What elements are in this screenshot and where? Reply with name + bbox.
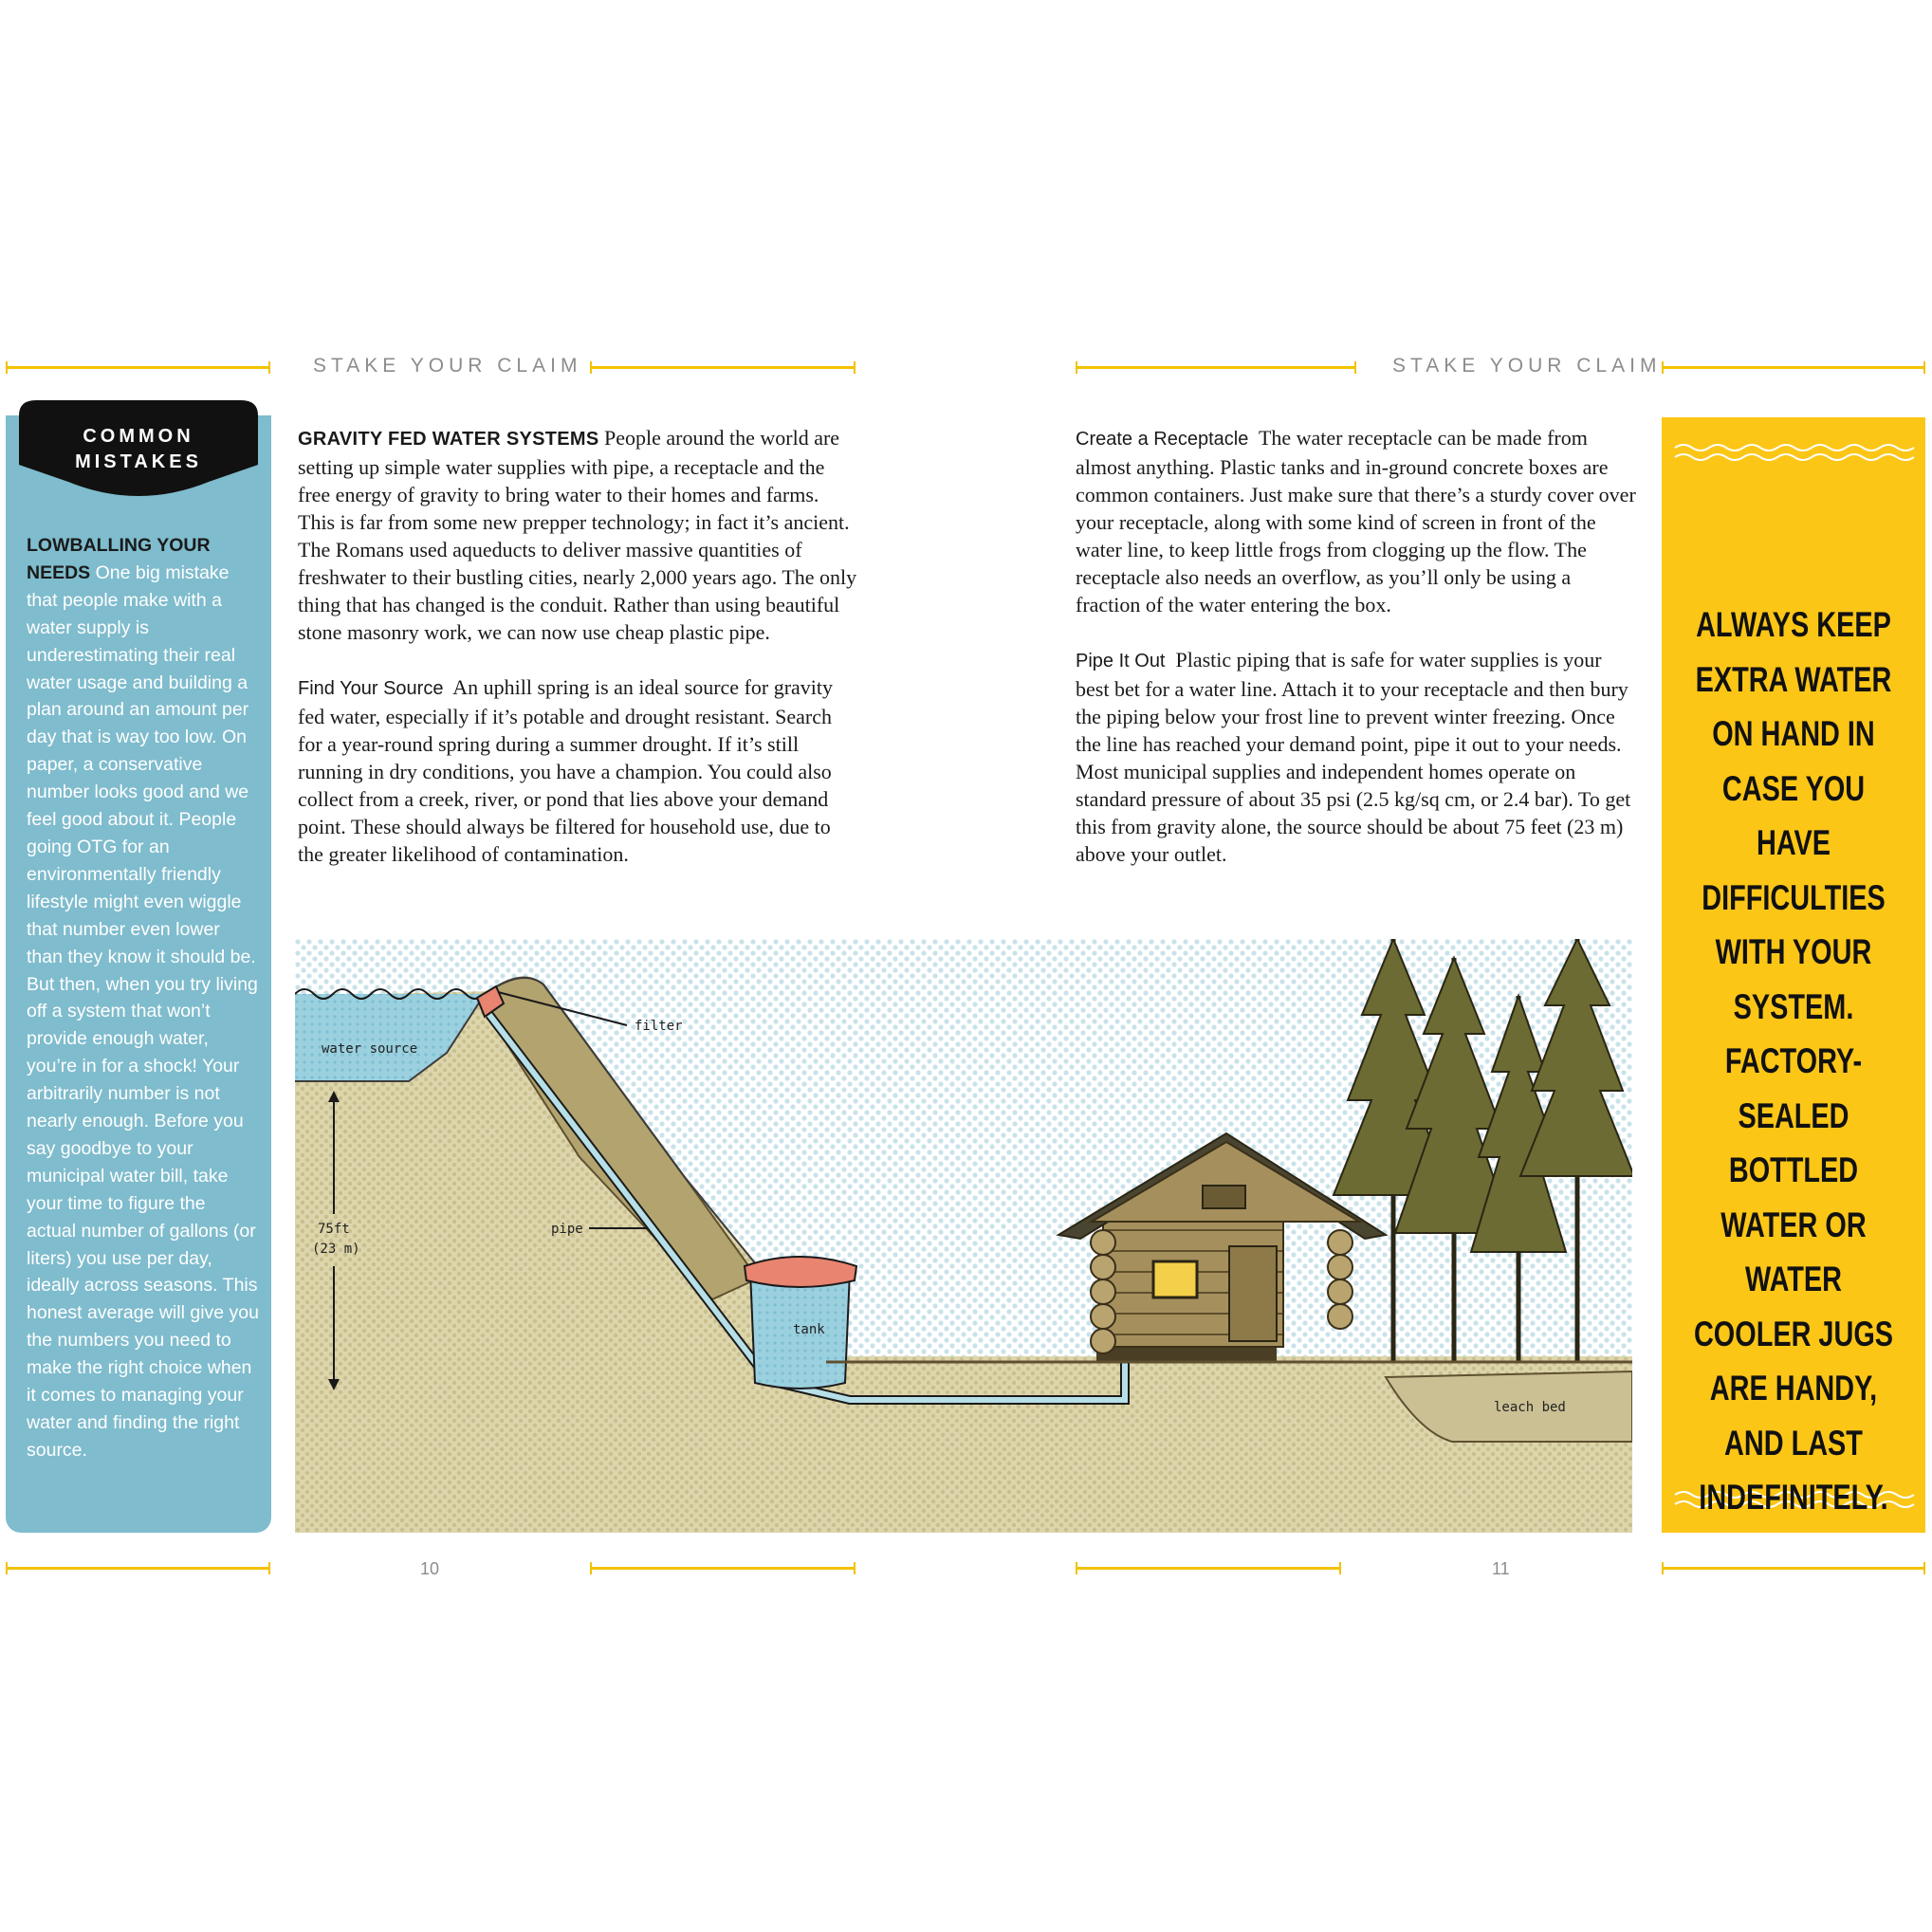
pipe-it-out-heading: Pipe It Out	[1076, 651, 1166, 672]
footer-rule-left-a	[6, 1567, 270, 1570]
sidebar-lead: LOWBALLING YOUR NEEDS	[27, 535, 211, 583]
callout-wave-top	[1662, 440, 1925, 469]
label-filter: filter	[635, 1019, 683, 1034]
callout-line: COOLER JUGS	[1693, 1314, 1894, 1353]
find-source-text: An uphill spring is an ideal source for gravity fed water, especially if it’s potable and drought resistant. Search for a year-round spring during a summer drought. If it’s still running in dry conditions, you have a champion. You could also collect from a creek, river, or pond that lies above your demand point. These should always be filtered for household use, due to the greater likelihood of contamination.	[298, 675, 834, 866]
find-source-heading: Find Your Source	[298, 678, 444, 699]
pipe-it-out-paragraph	[1076, 646, 1639, 868]
header-rule-left-a	[6, 366, 270, 369]
header-rule-right-b	[1662, 366, 1925, 369]
callout-line: ON HAND IN	[1712, 714, 1875, 753]
footer-rule-left-b	[590, 1567, 856, 1570]
label-pipe: pipe	[551, 1222, 583, 1237]
find-source-paragraph	[298, 673, 857, 868]
callout-line: SYSTEM.	[1733, 986, 1854, 1026]
callout-line: ARE HANDY,	[1709, 1369, 1878, 1408]
gravity-fed-paragraph	[298, 424, 857, 646]
callout-line: SEALED BOTTLED	[1728, 1095, 1859, 1189]
callout-line: WITH YOUR	[1715, 932, 1872, 971]
sidebar-tab-label-2: MISTAKES	[75, 451, 202, 472]
label-leach-bed: leach bed	[1494, 1400, 1566, 1415]
header-rule-left-b	[590, 366, 856, 369]
receptacle-heading: Create a Receptacle	[1076, 429, 1249, 450]
left-text-column	[298, 424, 857, 895]
callout-line: DIFFICULTIES	[1702, 877, 1886, 917]
sidebar-body-text: One big mistake that people make with a water supply is underestimating their real water usage and building a plan around an amount per day that is way too low. On paper, a conservative number looks good and we feel good about it. People going OTG for an environmentally friendly lifestyle might even wiggle that number even lower than they know it should be. But then, when you try living off a system that won’t provide enough water, you’re in for a shock! Your arbitrarily number is not nearly enough. Before you say goodbye to your municipal water bill, take your time to figure the actual number of gallons (or liters) you use per day, ideally across seasons. This honest average will give you the numbers you need to make the right choice when it comes to managing your water and finding the right source.	[27, 561, 259, 1461]
callout-line: ALWAYS KEEP	[1696, 605, 1891, 644]
gravity-water-illustration	[295, 939, 1632, 1533]
label-height-ft: 75ft	[318, 1222, 350, 1237]
gravity-fed-heading: GRAVITY FED WATER SYSTEMS	[298, 429, 599, 450]
running-head-left: STAKE YOUR CLAIM	[313, 355, 582, 377]
sidebar-body	[27, 532, 260, 1464]
callout-line: WATER OR WATER	[1720, 1205, 1867, 1298]
running-head-right: STAKE YOUR CLAIM	[1392, 355, 1662, 377]
label-height-m: (23 m)	[312, 1242, 360, 1257]
label-water-source: water source	[322, 1041, 418, 1057]
callout-line: EXTRA WATER	[1695, 659, 1892, 699]
label-tank: tank	[793, 1322, 825, 1337]
callout-line: INDEFINITELY.	[1699, 1478, 1888, 1517]
gravity-fed-text: People around the world are setting up simple water supplies with pipe, a receptacle and the free energy of gravity to bring water to their homes and farms. This is far from some new prepper technology; in fact it’s ancient. The Romans used aqueducts to deliver massive quantities of freshwater to their bustling cities, nearly 2,000 years ago. The only thing that has changed is the conduit. Rather than using beautiful stone masonry work, we can now use cheap plastic pipe.	[298, 426, 857, 644]
pipe-it-out-text: Plastic piping that is safe for water supplies is your best bet for a water line. Attach it to your receptacle and then bury the piping below your frost line to prevent winter freezing. Once the line has reached your demand point, pipe it out to your needs. Most municipal supplies and independent homes operate on standard pressure of about 35 psi (2.5 kg/sq cm, or 2.4 bar). To get this from gravity alone, the source should be about 75 feet (23 m) above your outlet.	[1076, 648, 1631, 866]
header-rule-right-a	[1076, 366, 1356, 369]
page-number-right: 11	[1492, 1559, 1510, 1578]
callout-line: AND LAST	[1724, 1423, 1863, 1463]
callout-text	[1691, 598, 1897, 1525]
sidebar-tab-label-1: COMMON	[83, 426, 194, 447]
callout-line: CASE YOU HAVE	[1721, 768, 1866, 862]
page-number-left: 10	[420, 1559, 440, 1578]
footer-rule-right-b	[1662, 1567, 1925, 1570]
footer-rule-right-a	[1076, 1567, 1341, 1570]
receptacle-text: The water receptacle can be made from almost anything. Plastic tanks and in-ground concrete boxes are common containers. Just make sure that there’s a sturdy cover over your receptacle, along with some kind of screen in front of the water line, to keep little frogs from clogging up the flow. The receptacle also needs an overflow, as you’ll only be using a fraction of the water entering the box.	[1076, 426, 1636, 616]
callout-line: FACTORY-	[1724, 1041, 1863, 1080]
receptacle-paragraph	[1076, 424, 1639, 618]
right-text-column	[1076, 424, 1639, 895]
